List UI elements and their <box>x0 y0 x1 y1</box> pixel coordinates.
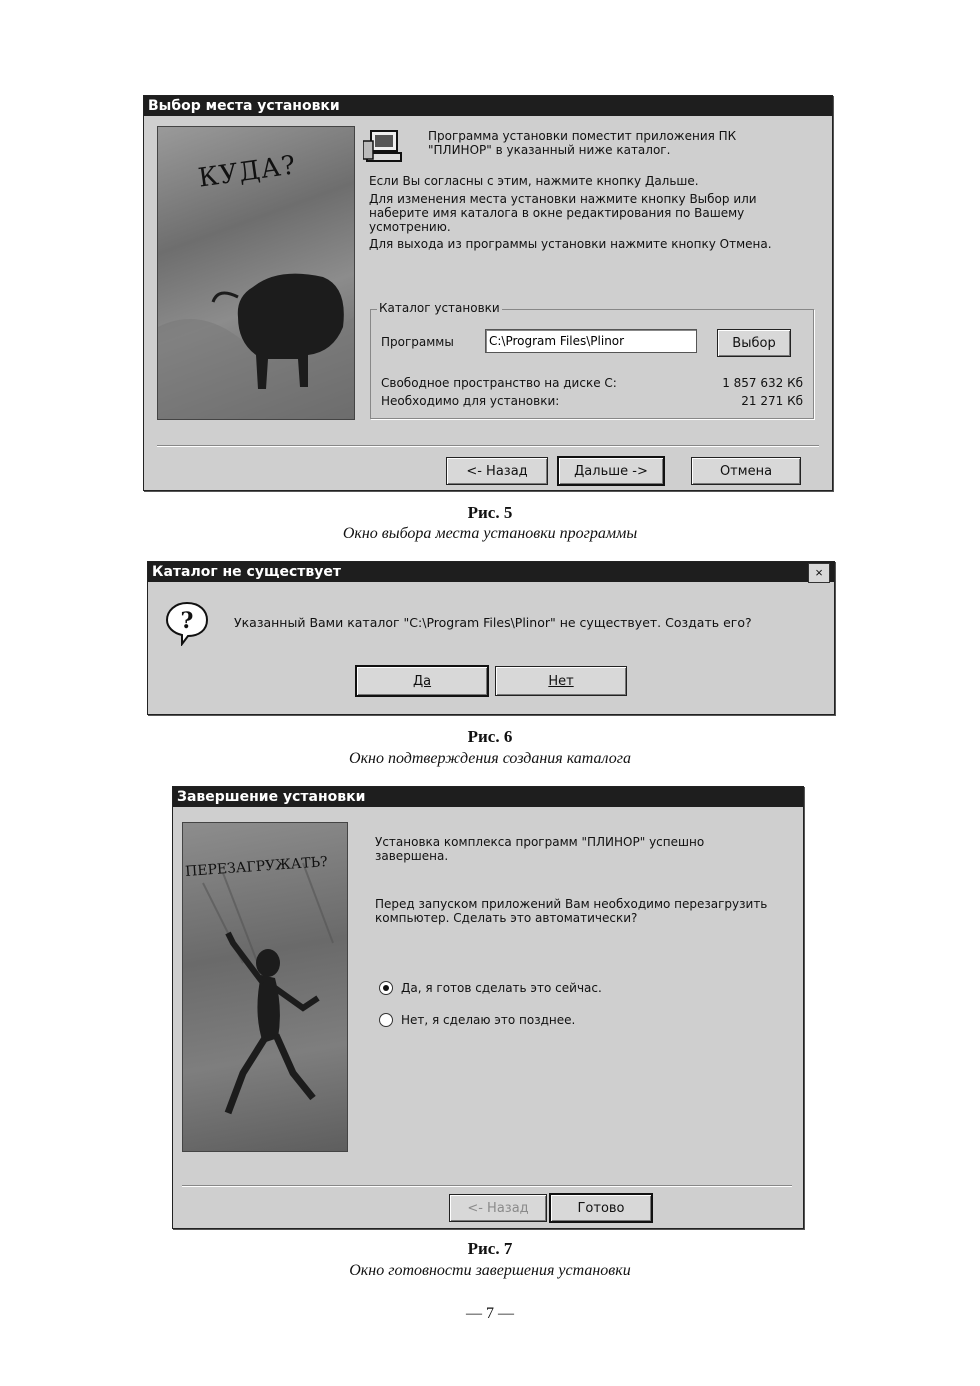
question-mark: ? <box>180 608 194 634</box>
install-complete-window <box>172 786 804 1229</box>
exit-instruction-text: Для выхода из программы установки нажмите кнопку Отмена. <box>369 237 772 251</box>
separator <box>157 445 819 447</box>
change-instruction-text: Для изменения места установки нажмите кнопку Выбор или наберите имя каталога в окне редактирования по Вашему усмотрению. <box>369 192 757 234</box>
close-icon[interactable]: × <box>808 563 830 583</box>
question-icon <box>164 600 210 646</box>
free-space-label: Свободное пространство на диске C: <box>381 376 617 390</box>
page-number: — 7 — <box>466 1305 514 1322</box>
back-button[interactable]: <- Назад <box>446 457 548 485</box>
figure-number: Рис. 7 <box>467 1239 513 1258</box>
group-label: Каталог установки <box>379 301 500 315</box>
separator <box>182 1185 792 1187</box>
figure-caption: Окно подтверждения создания каталога <box>349 750 631 767</box>
cave-art-image <box>157 126 355 420</box>
path-input[interactable] <box>485 329 697 353</box>
folder-missing-dialog <box>147 561 835 715</box>
finish-button[interactable]: Готово <box>550 1194 652 1222</box>
next-button[interactable]: Дальше -> <box>558 457 664 485</box>
figure-number: Рис. 5 <box>467 503 513 522</box>
no-button[interactable]: Нет <box>495 666 627 696</box>
cancel-button[interactable]: Отмена <box>691 457 801 485</box>
required-label: Необходимо для установки: <box>381 394 560 408</box>
restart-later-radio[interactable] <box>379 1013 393 1027</box>
window-title: Завершение установки <box>173 787 803 807</box>
window-title: Каталог не существует <box>148 562 834 582</box>
figure-caption: Окно готовности завершения установки <box>349 1262 631 1279</box>
completion-text: Установка комплекса программ "ПЛИНОР" успешно завершена. <box>375 835 705 863</box>
programs-label: Программы <box>381 335 454 349</box>
art-caption: КУДА? <box>196 150 299 194</box>
art-caption: ПЕРЕЗАГРУЖАТЬ? <box>184 854 329 880</box>
figure-number: Рис. 6 <box>467 727 513 746</box>
figure-caption: Окно выбора места установки программы <box>342 525 638 542</box>
choose-button[interactable]: Выбор <box>717 329 791 357</box>
restart-now-label[interactable]: Да, я готов сделать это сейчас. <box>401 981 602 995</box>
window-title: Выбор места установки <box>144 96 832 116</box>
required-value: 21 271 Кб <box>741 394 803 408</box>
free-space-value: 1 857 632 Кб <box>722 376 803 390</box>
back-button[interactable]: <- Назад <box>449 1194 547 1222</box>
restart-question-text: Перед запуском приложений Вам необходимо перезагрузить компьютер. Сделать это автоматически? <box>375 897 768 925</box>
dialog-message: Указанный Вами каталог "C:\Program Files\Plinor" не существует. Создать его? <box>234 615 752 630</box>
install-location-window <box>143 95 833 491</box>
yes-button[interactable]: Да <box>356 666 488 696</box>
restart-now-radio[interactable] <box>379 981 393 995</box>
computer-icon <box>363 129 405 165</box>
restart-later-label[interactable]: Нет, я сделаю это позднее. <box>401 1013 576 1027</box>
cave-art-image <box>182 822 348 1152</box>
install-folder-group <box>370 301 814 419</box>
next-instruction-text: Если Вы согласны с этим, нажмите кнопку Дальше. <box>369 174 699 188</box>
intro-text: Программа установки поместит приложения ПК "ПЛИНОР" в указанный ниже каталог. <box>428 129 737 157</box>
